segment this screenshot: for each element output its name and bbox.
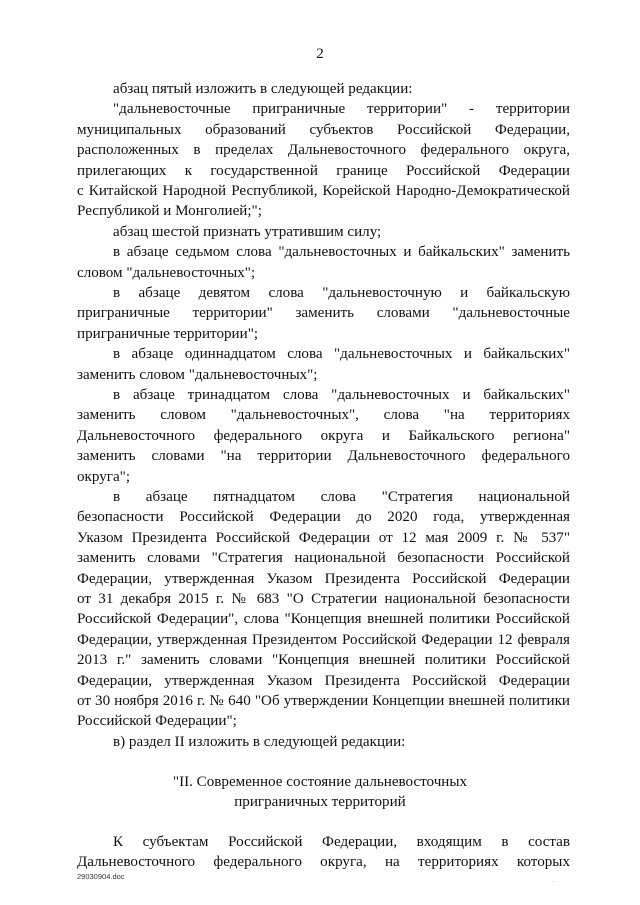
body-line: Указом Президента Российской Федерации от 12 мая 2009 г. № 537" bbox=[77, 530, 570, 546]
body-line: в абзаце одиннадцатом слова "дальневосточных и байкальских" bbox=[113, 346, 570, 362]
body-line: заменить словом "дальневосточных", слова "на территориях bbox=[77, 407, 570, 423]
body-line: Российской Федерации"; bbox=[77, 713, 237, 729]
body-line: в) раздел II изложить в следующей редакции: bbox=[113, 734, 406, 750]
body-line: в абзаце пятнадцатом слова "Стратегия национальной bbox=[113, 489, 570, 505]
body-line: Федерации, утвержденная Указом Президента Российской Федерации bbox=[77, 673, 570, 689]
body-line: Республикой и Монголией;"; bbox=[77, 203, 262, 219]
body-line: округа"; bbox=[77, 469, 131, 485]
body-line: в абзаце тринадцатом слова "дальневосточных и байкальских" bbox=[113, 387, 570, 403]
body-line: в абзаце девятом слова "дальневосточную и байкальскую bbox=[113, 285, 570, 301]
body-line: Федерации, утвержденная Указом Президента Российской Федерации bbox=[77, 571, 570, 587]
body-line: Дальневосточного федерального округа, на территориях которых bbox=[77, 854, 570, 870]
body-line: прилегающих к государственной границе Российской Федерации bbox=[77, 163, 570, 179]
body-line: заменить словами "Стратегия национальной безопасности Российской bbox=[77, 550, 570, 566]
corner-mark: · bbox=[552, 878, 555, 886]
body-line: абзац шестой признать утратившим силу; bbox=[113, 224, 382, 240]
body-line: от 31 декабря 2015 г. № 683 "О Стратегии национальной безопасности bbox=[77, 591, 570, 607]
body-line: Дальневосточного федерального округа и Байкальского региона" bbox=[77, 428, 570, 444]
section-heading-line: приграничных территорий bbox=[234, 794, 406, 810]
page-number: 2 bbox=[316, 46, 324, 62]
body-line: абзац пятый изложить в следующей редакции: bbox=[113, 81, 413, 97]
body-line: заменить словами "на территории Дальневосточного федерального bbox=[77, 448, 570, 464]
body-line: словом "дальневосточных"; bbox=[77, 265, 256, 281]
body-line: безопасности Российской Федерации до 2020 года, утвержденная bbox=[77, 509, 570, 525]
body-line: приграничные территории"; bbox=[77, 326, 259, 342]
body-line: "дальневосточные приграничные территории" - территории bbox=[113, 101, 570, 117]
footer-filename: 29030904.doc bbox=[77, 872, 125, 881]
body-line: заменить словом "дальневосточных"; bbox=[77, 367, 318, 383]
body-line: 2013 г." заменить словами "Концепция внешней политики Российской bbox=[77, 652, 570, 668]
body-line: в абзаце седьмом слова "дальневосточных и байкальских" заменить bbox=[113, 244, 570, 260]
body-line: Российской Федерации", слова "Концепция внешней политики Российской bbox=[77, 611, 570, 627]
body-line: муниципальных образований субъектов Российской Федерации, bbox=[77, 122, 570, 138]
section-heading-line: "II. Современное состояние дальневосточных bbox=[172, 774, 468, 790]
body-line: Федерации, утвержденная Президентом Российской Федерации 12 февраля bbox=[77, 632, 570, 648]
body-line: расположенных в пределах Дальневосточного федерального округа, bbox=[77, 142, 570, 158]
body-line: К субъектам Российской Федерации, входящим в состав bbox=[113, 834, 570, 850]
body-line: приграничные территории" заменить словами "дальневосточные bbox=[77, 305, 570, 321]
body-line: с Китайской Народной Республикой, Корейской Народно-Демократической bbox=[77, 183, 570, 199]
body-line: от 30 ноября 2016 г. № 640 "Об утверждении Концепции внешней политики bbox=[77, 693, 570, 709]
